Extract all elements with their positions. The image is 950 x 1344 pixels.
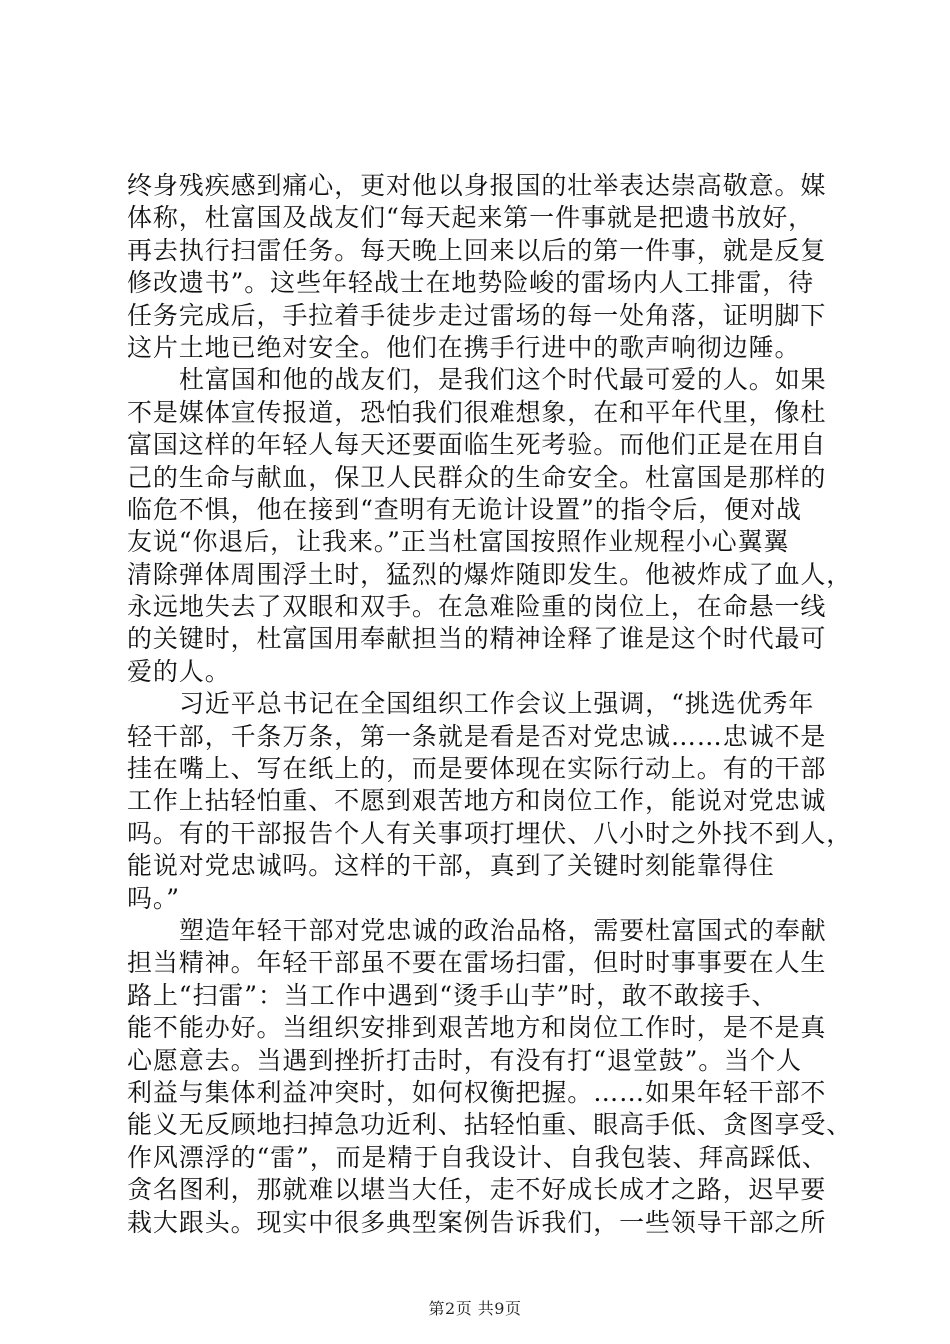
text-line: 体称，杜富国及战友们“每天起来第一件事就是把遗书放好， (127, 203, 815, 233)
text-line: 的关键时，杜富国用奉献担当的精神诠释了谁是这个时代最可 (127, 624, 827, 654)
text-line: 再去执行扫雷任务。每天晚上回来以后的第一件事，就是反复 (127, 235, 827, 265)
text-line: 栽大跟头。现实中很多典型案例告诉我们，一些领导干部之所 (127, 1207, 827, 1237)
paragraph-start-line: 习近平总书记在全国组织工作会议上强调，“挑选优秀年 (179, 689, 815, 719)
text-line: 能义无反顾地扫掉急功近利、拈轻怕重、眼高手低、贪图享受、 (127, 1110, 853, 1140)
text-line: 能说对党忠诚吗。这样的干部，真到了关键时刻能靠得住 (127, 851, 775, 881)
body-text (127, 170, 853, 1239)
text-line: 富国这样的年轻人每天还要面临生死考验。而他们正是在用自 (127, 430, 827, 460)
paragraph-start-line: 塑造年轻干部对党忠诚的政治品格，需要杜富国式的奉献 (179, 915, 827, 945)
text-line: 爱的人。 (127, 656, 231, 686)
text-line: 临危不惧，他在接到“查明有无诡计设置”的指令后，便对战 (127, 494, 802, 524)
text-line: 任务完成后，手拉着手徒步走过雷场的每一处角落，证明脚下 (127, 300, 827, 330)
text-line: 利益与集体利益冲突时，如何权衡把握。……如果年轻干部不 (127, 1077, 827, 1107)
text-line: 路上“扫雷”：当工作中遇到“烫手山芋”时，敢不敢接手、 (127, 980, 778, 1010)
text-line: 担当精神。年轻干部虽不要在雷场扫雷，但时时事事要在人生 (127, 948, 827, 978)
text-line: 心愿意去。当遇到挫折打击时，有没有打“退堂鼓”。当个人 (127, 1045, 802, 1075)
page-number-footer: 第2页 共9页 (428, 1299, 522, 1318)
paragraph-start-line: 杜富国和他的战友们，是我们这个时代最可爱的人。如果 (179, 365, 827, 395)
text-line: 己的生命与献血，保卫人民群众的生命安全。杜富国是那样的 (127, 462, 827, 492)
text-line: 贪名图利，那就难以堪当大任，走不好成长成才之路，迟早要 (127, 1175, 827, 1205)
text-line: 友说“你退后，让我来。”正当杜富国按照作业规程小心翼翼 (127, 527, 790, 557)
text-line: 清除弹体周围浮土时，猛烈的爆炸随即发生。他被炸成了血人， (127, 559, 853, 589)
text-line: 修改遗书”。这些年轻战士在地势险峻的雷场内人工排雷，待 (127, 268, 815, 298)
text-line: 永远地失去了双眼和双手。在急难险重的岗位上，在命悬一线 (127, 592, 827, 622)
text-line: 挂在嘴上、写在纸上的，而是要体现在实际行动上。有的干部 (127, 754, 827, 784)
text-line: 工作上拈轻怕重、不愿到艰苦地方和岗位工作，能说对党忠诚 (127, 786, 827, 816)
text-line: 不是媒体宣传报道，恐怕我们很难想象，在和平年代里，像杜 (127, 397, 827, 427)
text-line: 吗。” (127, 883, 180, 913)
text-line: 终身残疾感到痛心，更对他以身报国的壮举表达崇高敬意。媒 (127, 171, 827, 200)
text-line: 这片土地已绝对安全。他们在携手行进中的歌声响彻边陲。 (127, 332, 801, 362)
text-line: 吗。有的干部报告个人有关事项打埋伏、八小时之外找不到人， (127, 818, 853, 848)
text-line: 轻干部，千条万条，第一条就是看是否对党忠诚……忠诚不是 (127, 721, 827, 751)
text-line: 作风漂浮的“雷”，而是精于自我设计、自我包装、拜高踩低、 (127, 1142, 828, 1172)
text-line: 能不能办好。当组织安排到艰苦地方和岗位工作时，是不是真 (127, 1013, 827, 1043)
